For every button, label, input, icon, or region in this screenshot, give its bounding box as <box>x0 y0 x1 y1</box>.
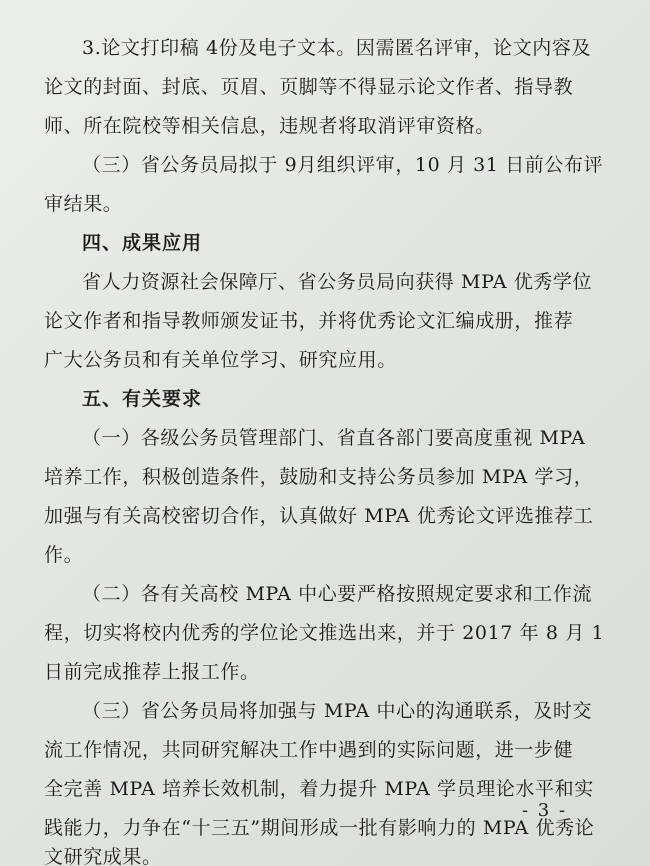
paragraph-line: 论文的封面、封底、页眉、页脚等不得显示论文作者、指导教 <box>44 76 574 98</box>
paragraph-line: 审结果。 <box>44 193 123 215</box>
paragraph-line: 流工作情况，共同研究解决工作中遇到的实际问题，进一步健 <box>44 739 574 761</box>
paragraph-line: 省人力资源社会保障厅、省公务员局向获得 MPA 优秀学位 <box>82 271 593 293</box>
paragraph-line: 论文作者和指导教师颁发证书，并将优秀论文汇编成册，推荐 <box>44 310 574 332</box>
paragraph-line: 文研究成果。 <box>44 846 162 866</box>
paragraph-line: （一）各级公务员管理部门、省直各部门要高度重视 MPA <box>82 427 586 449</box>
page-number: - 3 - <box>522 800 568 821</box>
paragraph-line: （三）省公务员局拟于 9月组织评审，10 月 31 日前公布评 <box>82 154 604 176</box>
paragraph-line: 全完善 MPA 培养长效机制，着力提升 MPA 学员理论水平和实 <box>44 778 594 800</box>
paragraph-line: 广大公务员和有关单位学习、研究应用。 <box>44 349 397 371</box>
paragraph-line: 加强与有关高校密切合作，认真做好 MPA 优秀论文评选推荐工 <box>44 505 594 527</box>
paragraph-line: 3.论文打印稿 4份及电子文本。因需匿名评审，论文内容及 <box>82 37 592 59</box>
paragraph-line: 程，切实将校内优秀的学位论文推选出来，并于 2017 年 8 月 1 <box>44 622 605 644</box>
paragraph-line: （三）省公务员局将加强与 MPA 中心的沟通联系，及时交 <box>82 700 593 722</box>
paragraph-line: 培养工作，积极创造条件，鼓励和支持公务员参加 MPA 学习， <box>44 466 594 488</box>
section-heading-requirements: 五、有关要求 <box>82 388 203 410</box>
paragraph-line: 日前完成推荐上报工作。 <box>44 661 260 683</box>
paragraph-line: 师、所在院校等相关信息，违规者将取消评审资格。 <box>44 115 495 137</box>
section-heading-results-application: 四、成果应用 <box>82 232 203 254</box>
paragraph-line: 作。 <box>44 544 84 566</box>
paragraph-line: 践能力，力争在“十三五”期间形成一批有影响力的 MPA 优秀论 <box>44 817 595 839</box>
paragraph-line: （二）各有关高校 MPA 中心要严格按照规定要求和工作流 <box>82 583 593 605</box>
